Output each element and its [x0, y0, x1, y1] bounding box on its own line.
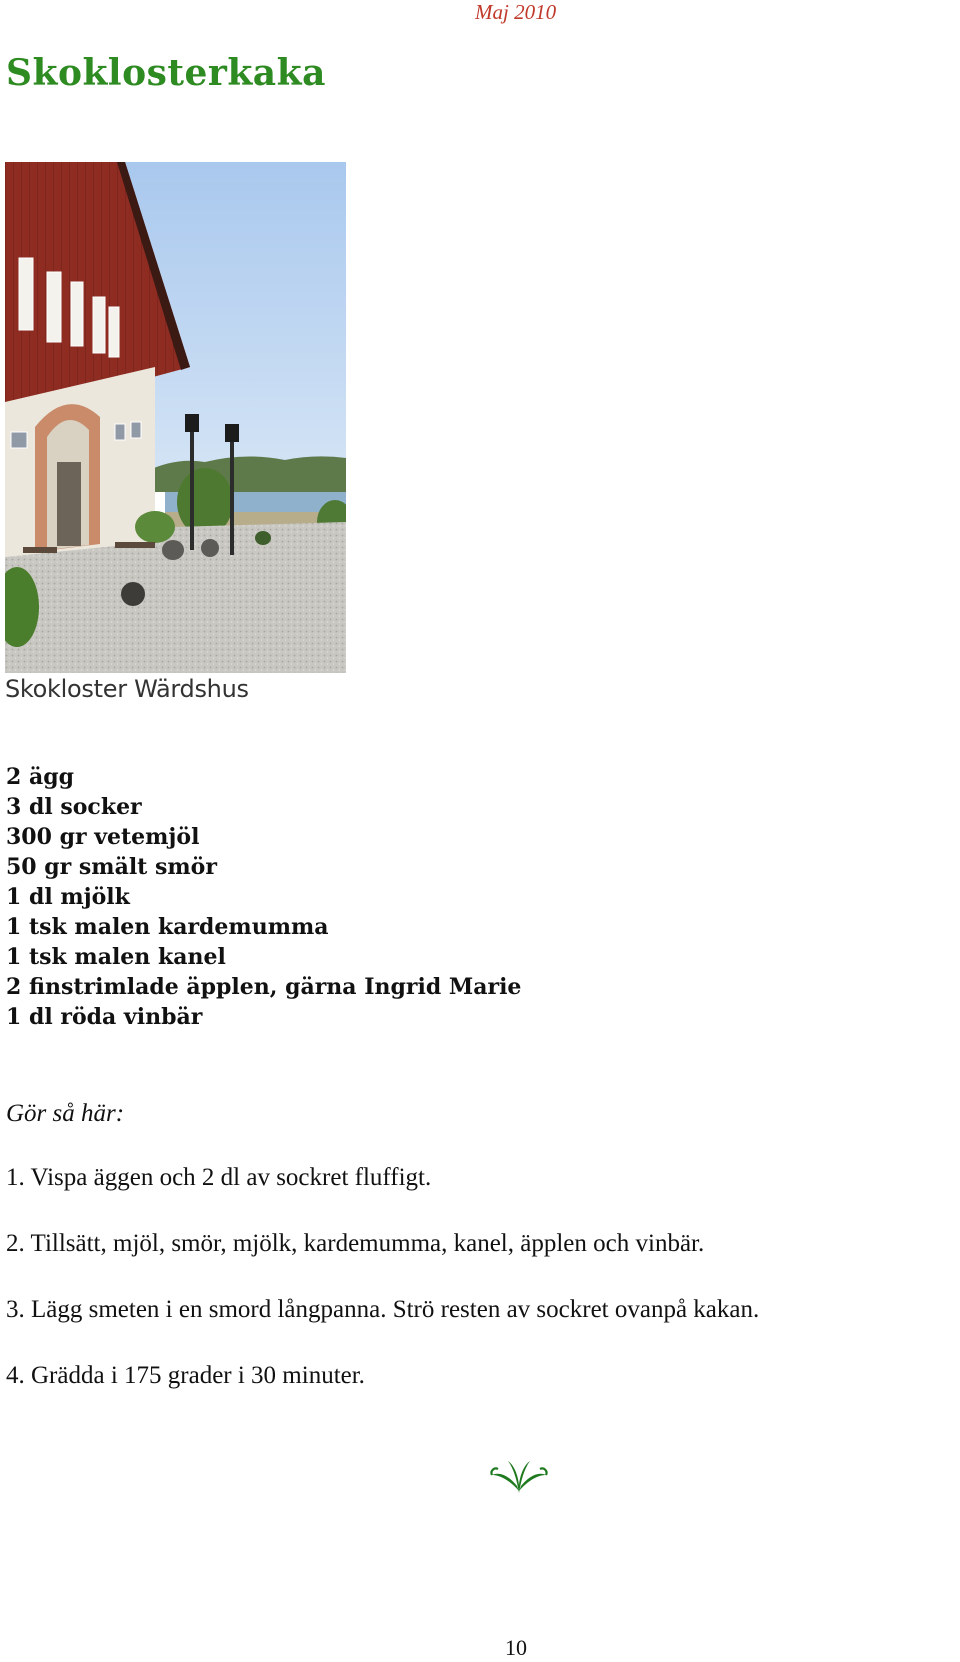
instruction-step: 3. Lägg smeten i en smord långpanna. Strö resten av sockret ovanpå kakan. [6, 1296, 760, 1323]
ingredient-item: 50 gr smält smör [6, 854, 217, 880]
ingredient-item: 300 gr vetemjöl [6, 824, 200, 850]
photo-caption: Skokloster Wärdshus [5, 675, 249, 703]
ingredient-item: 3 dl socker [6, 794, 142, 820]
ingredient-item: 2 finstrimlade äpplen, gärna Ingrid Marie [6, 974, 522, 1000]
ingredient-item: 1 tsk malen kanel [6, 944, 226, 970]
inn-photo-illustration [5, 162, 346, 673]
ingredient-item: 1 dl röda vinbär [6, 1004, 203, 1030]
instruction-step: 2. Tillsätt, mjöl, smör, mjölk, kardemumma, kanel, äpplen och vinbär. [6, 1230, 705, 1257]
inn-photo [5, 162, 346, 673]
instruction-step: 4. Grädda i 175 grader i 30 minuter. [6, 1362, 365, 1389]
page-number: 10 [505, 1635, 527, 1660]
ingredient-list [6, 762, 521, 1032]
instruction-steps [6, 1163, 759, 1427]
instructions-heading: Gör så här: [6, 1100, 125, 1127]
leaf-ornament-icon [490, 1455, 548, 1495]
page-title: Skoklosterkaka [6, 52, 326, 94]
ingredient-item: 1 dl mjölk [6, 884, 130, 910]
ingredient-item: 2 ägg [6, 764, 74, 790]
ingredient-item: 1 tsk malen kardemumma [6, 914, 329, 940]
instruction-step: 1. Vispa äggen och 2 dl av sockret fluffigt. [6, 1164, 432, 1191]
header-date: Maj 2010 [475, 0, 557, 24]
